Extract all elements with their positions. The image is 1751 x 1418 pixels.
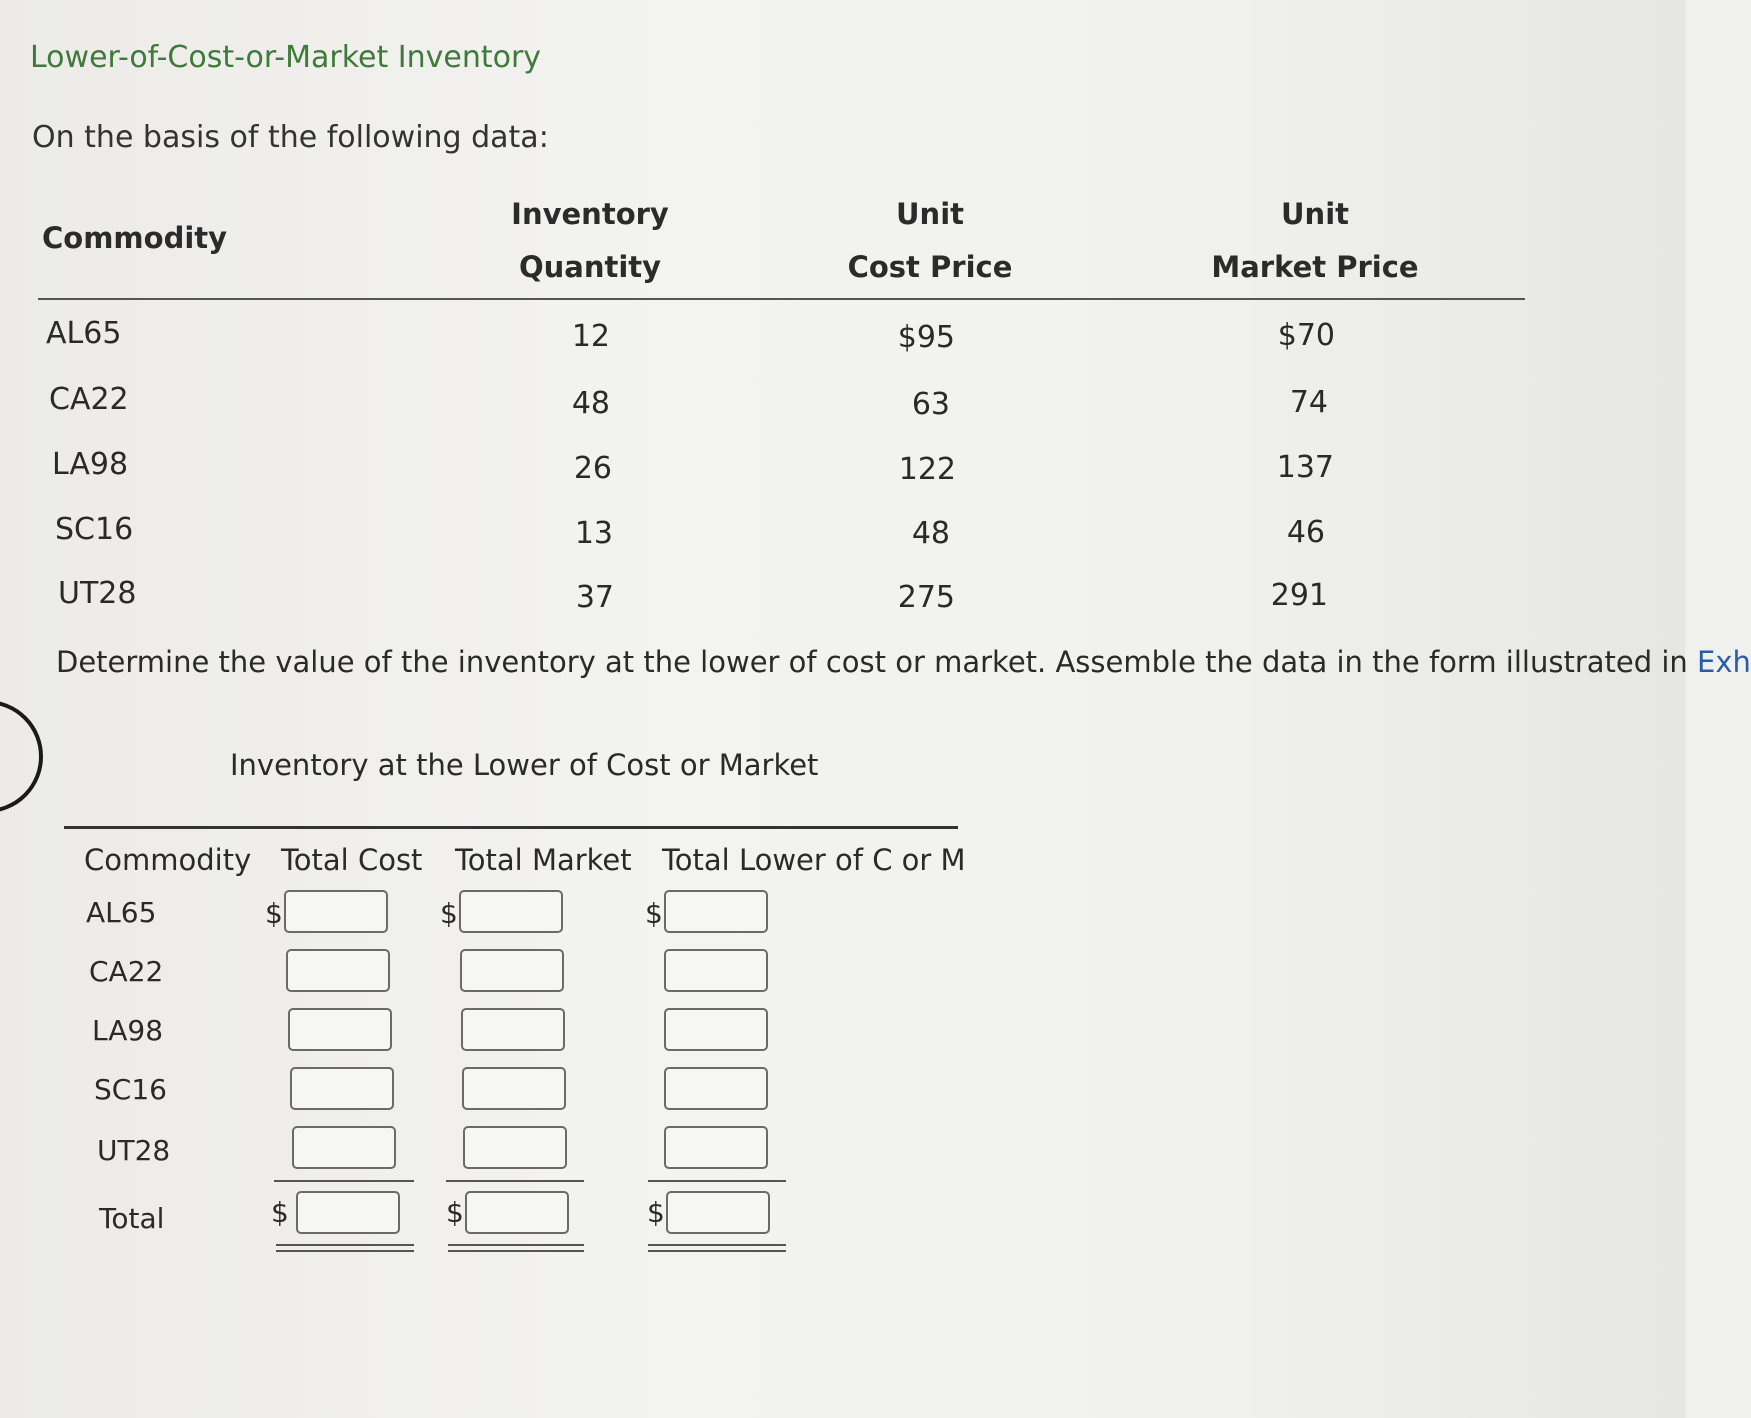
header-market-line2: Market Price	[1211, 250, 1419, 284]
cell-commodity: LA98	[52, 447, 129, 482]
input-total-cost-sc16[interactable]	[290, 1067, 394, 1110]
double-rule	[448, 1250, 584, 1252]
cell-market: 291	[1270, 578, 1328, 613]
cell-cost: 275	[897, 580, 955, 615]
input-total-market-la98[interactable]	[461, 1008, 565, 1051]
form-top-rule	[64, 826, 958, 829]
input-total-market-sc16[interactable]	[462, 1067, 566, 1110]
exhibit-link[interactable]: Exh	[1697, 645, 1751, 679]
instruction-text	[56, 645, 1751, 679]
form-row-label-la98: LA98	[92, 1014, 164, 1047]
input-total-market-ca22[interactable]	[460, 949, 564, 992]
cell-commodity: SC16	[55, 512, 134, 547]
input-total-lower-ut28[interactable]	[664, 1126, 768, 1169]
header-cost-line2: Cost Price	[847, 250, 1013, 284]
cell-market: 46	[1286, 515, 1325, 550]
subtotal-rule	[274, 1180, 414, 1182]
form-header-total-lower: Total Lower of C or M	[662, 843, 966, 877]
currency-symbol: $	[440, 897, 458, 930]
subtotal-rule	[648, 1180, 786, 1182]
cell-market: 137	[1276, 450, 1334, 485]
input-total-lower-total[interactable]	[666, 1191, 770, 1234]
instruction-body: Determine the value of the inventory at the lower of cost or market. Assemble the data in the form illustrated in	[56, 645, 1698, 679]
cell-cost: 63	[911, 387, 950, 422]
cell-quantity: 37	[575, 580, 614, 615]
input-total-market-total[interactable]	[465, 1191, 569, 1234]
header-market-line1: Unit	[1281, 197, 1349, 231]
cell-commodity: CA22	[49, 382, 129, 417]
double-rule	[448, 1244, 584, 1246]
form-header-total-cost: Total Cost	[281, 843, 423, 877]
double-rule	[648, 1244, 786, 1246]
input-total-lower-la98[interactable]	[664, 1008, 768, 1051]
cursor-circle	[0, 700, 43, 813]
form-row-label-total: Total	[99, 1202, 165, 1235]
double-rule	[648, 1250, 786, 1252]
cell-market: $70	[1277, 318, 1335, 353]
input-total-cost-la98[interactable]	[288, 1008, 392, 1051]
input-total-lower-al65[interactable]	[664, 890, 768, 933]
header-quantity-line1: Inventory	[511, 197, 669, 231]
form-header-commodity: Commodity	[84, 843, 252, 877]
intro-text: On the basis of the following data:	[32, 120, 549, 155]
input-total-lower-ca22[interactable]	[664, 949, 768, 992]
cell-commodity: AL65	[46, 316, 122, 351]
input-total-cost-total[interactable]	[296, 1191, 400, 1234]
input-total-market-ut28[interactable]	[463, 1126, 567, 1169]
cell-quantity: 12	[571, 319, 610, 354]
currency-symbol: $	[446, 1196, 464, 1229]
cell-quantity: 26	[573, 451, 612, 486]
header-quantity-line2: Quantity	[518, 250, 662, 284]
header-cost-line1: Unit	[896, 197, 964, 231]
header-commodity: Commodity	[42, 221, 228, 255]
cell-market: 74	[1289, 385, 1328, 420]
cell-cost: 48	[911, 516, 950, 551]
double-rule	[276, 1244, 414, 1246]
currency-symbol: $	[645, 897, 663, 930]
input-total-lower-sc16[interactable]	[664, 1067, 768, 1110]
currency-symbol: $	[647, 1196, 665, 1229]
cell-cost: 122	[898, 452, 956, 487]
cell-cost: $95	[897, 320, 955, 355]
form-row-label-sc16: SC16	[94, 1073, 167, 1106]
currency-symbol: $	[265, 897, 283, 930]
double-rule	[276, 1250, 414, 1252]
subtotal-rule	[446, 1180, 584, 1182]
cell-commodity: UT28	[58, 576, 137, 611]
input-total-market-al65[interactable]	[459, 890, 563, 933]
currency-symbol: $	[271, 1196, 289, 1229]
page-title: Lower-of-Cost-or-Market Inventory	[30, 40, 542, 75]
form-row-label-ut28: UT28	[97, 1134, 171, 1167]
header-rule	[38, 298, 1525, 300]
input-total-cost-ut28[interactable]	[292, 1126, 396, 1169]
form-header-total-market: Total Market	[455, 843, 632, 877]
input-total-cost-ca22[interactable]	[286, 949, 390, 992]
cell-quantity: 48	[571, 386, 610, 421]
form-row-label-al65: AL65	[86, 896, 157, 929]
cell-quantity: 13	[574, 516, 613, 551]
form-title: Inventory at the Lower of Cost or Market	[230, 748, 819, 782]
form-row-label-ca22: CA22	[89, 955, 164, 988]
input-total-cost-al65[interactable]	[284, 890, 388, 933]
